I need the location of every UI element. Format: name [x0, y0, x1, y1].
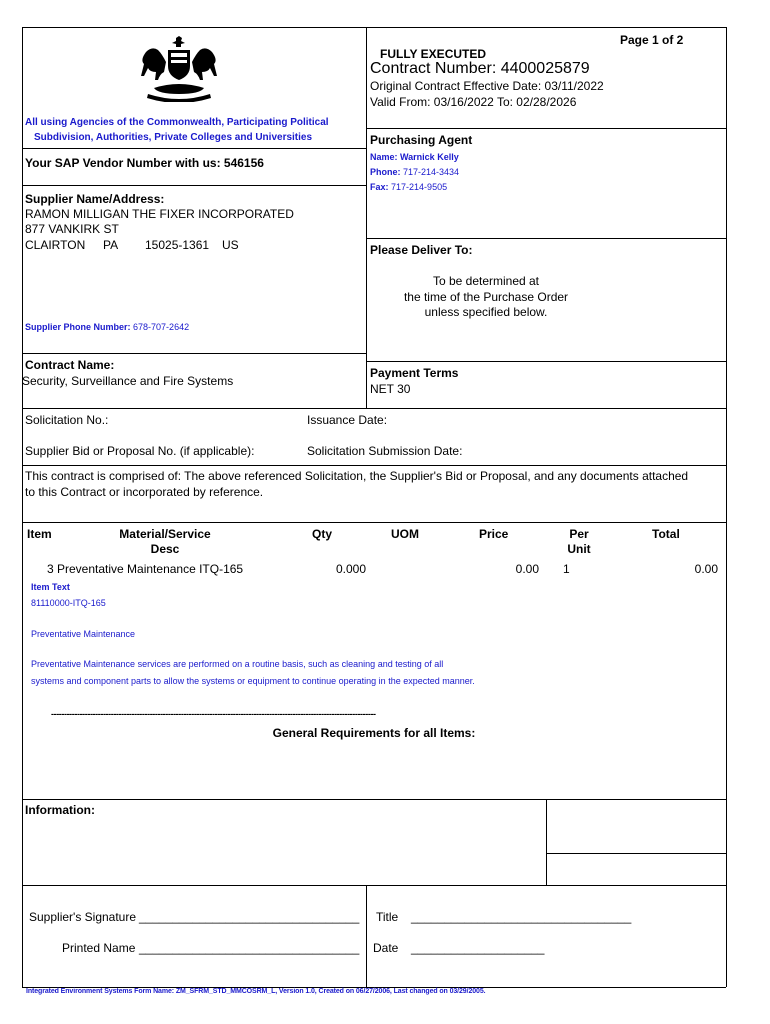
title-label: Title — [376, 910, 399, 924]
issuance-date: Issuance Date: — [307, 413, 388, 427]
item-name: Preventative Maintenance — [31, 629, 136, 639]
information-heading: Information: — [25, 803, 95, 817]
comprised-line-1: This contract is comprised of: The above referenced Solicitation, the Supplier's Bid or Proposal, and any documents attached — [25, 469, 689, 483]
rule-right-agent — [366, 238, 726, 239]
date-label: Date — [373, 941, 399, 955]
border-top — [22, 27, 726, 28]
contract-name-value: Security, Surveillance and Fire Systems — [22, 374, 234, 388]
dash-separator: ----------------------------------------------------------------------------------------------------------------------------- — [51, 709, 376, 719]
col-header-uom: UOM — [391, 527, 419, 541]
deliver-heading: Please Deliver To: — [370, 243, 473, 257]
info-divider — [546, 799, 547, 885]
printed-name-label: Printed Name — [62, 941, 136, 955]
supplier-phone-value: 678-707-2642 — [133, 322, 190, 332]
supplier-signature-line[interactable]: _________________________________ — [139, 910, 360, 924]
form-footer: Integrated Environment Systems Form Name: ZM_SFRM_STD_MMCOSRM_L, Version 1.0, Created on 06/27/2006, Last changed on 03/29/2005. — [26, 988, 486, 995]
solicitation-no: Solicitation No.: — [25, 413, 109, 427]
item-code: 81110000-ITQ-165 — [31, 598, 106, 608]
agent-phone-value: 717-214-3434 — [403, 167, 460, 177]
border-right — [726, 27, 727, 987]
general-requirements: General Requirements for all Items: — [272, 726, 476, 740]
original-effective-date: Original Contract Effective Date: 03/11/2022 — [370, 79, 604, 93]
col-header-total: Total — [652, 527, 680, 541]
row-item-desc: 3 Preventative Maintenance ITQ-165 — [47, 562, 244, 576]
rule-left-contract — [22, 353, 366, 354]
agent-phone — [370, 167, 459, 177]
rule-solicitation — [22, 408, 726, 409]
rule-signature-top — [22, 885, 726, 886]
supplier-zip: 15025-1361 — [145, 238, 210, 252]
rule-info-mid — [546, 853, 726, 854]
item-text-label: Item Text — [31, 582, 70, 592]
payment-terms-value: NET 30 — [370, 382, 411, 396]
row-qty: 0.000 — [336, 562, 367, 576]
valid-dates: Valid From: 03/16/2022 To: 02/28/2026 — [370, 95, 577, 109]
submission-date: Solicitation Submission Date: — [307, 444, 463, 458]
deliver-line-2: the time of the Purchase Order — [403, 290, 569, 304]
printed-name-line[interactable]: _________________________________ — [139, 941, 360, 955]
col-header-material-1: Material/Service — [119, 527, 211, 541]
rule-info-top — [22, 799, 726, 800]
comprised-line-2: to this Contract or incorporated by reference. — [25, 485, 264, 499]
contract-number: Contract Number: 4400025879 — [370, 60, 590, 77]
supplier-heading: Supplier Name/Address: — [25, 192, 165, 206]
payment-terms-heading: Payment Terms — [370, 366, 459, 380]
rule-right-header — [366, 128, 726, 129]
title-line[interactable]: _________________________________ — [411, 910, 632, 924]
deliver-line-1: To be determined at — [432, 274, 540, 288]
agent-fax-value: 717-214-9505 — [391, 182, 448, 192]
rule-right-payment — [366, 361, 726, 362]
supplier-street: 877 VANKIRK ST — [25, 222, 119, 236]
col-header-qty: Qty — [312, 527, 333, 541]
agent-fax — [370, 182, 447, 192]
agencies-line-1: All using Agencies of the Commonwealth, Participating Political — [25, 117, 329, 128]
contract-name-heading: Contract Name: — [25, 358, 115, 372]
signature-divider — [366, 885, 367, 987]
border-left — [22, 27, 23, 987]
rule-table-top — [22, 522, 726, 523]
agencies-line-2: Subdivision, Authorities, Private Colleges and Universities — [34, 132, 313, 143]
col-header-material-2: Desc — [150, 542, 180, 556]
supplier-phone-label: Supplier Phone Number: — [25, 322, 131, 332]
bid-proposal-no: Supplier Bid or Proposal No. (if applicable): — [25, 444, 255, 458]
purchasing-agent-heading: Purchasing Agent — [370, 133, 473, 147]
supplier-state: PA — [103, 238, 119, 252]
supplier-phone — [25, 322, 189, 332]
supplier-country: US — [222, 238, 239, 252]
vendor-number: Your SAP Vendor Number with us: 546156 — [25, 156, 264, 170]
col-header-per-2: Unit — [567, 542, 591, 556]
rule-left-supplier — [22, 185, 366, 186]
col-header-item: Item — [27, 527, 52, 541]
supplier-city: CLAIRTON — [25, 238, 86, 252]
rule-left-vendor — [22, 148, 366, 149]
header-divider — [366, 27, 367, 408]
agent-phone-label: Phone: — [370, 167, 401, 177]
agent-name: Name: Warnick Kelly — [370, 152, 459, 162]
col-header-per-1: Per — [569, 527, 589, 541]
row-total: 0.00 — [694, 562, 718, 576]
item-desc-line-1: Preventative Maintenance services are performed on a routine basis, such as cleaning and testing of all — [31, 659, 444, 669]
row-per-unit: 1 — [563, 562, 570, 576]
rule-comprised — [22, 465, 726, 466]
supplier-signature-label: Supplier's Signature — [29, 910, 137, 924]
agent-fax-label: Fax: — [370, 182, 389, 192]
date-line[interactable]: ____________________ — [411, 941, 545, 955]
contract-status: FULLY EXECUTED — [380, 47, 487, 61]
col-header-price: Price — [479, 527, 509, 541]
row-price: 0.00 — [515, 562, 539, 576]
seal-icon — [138, 36, 220, 102]
deliver-line-3: unless specified below. — [424, 305, 548, 319]
item-desc-line-2: systems and component parts to allow the systems or equipment to continue operating in the expected manner. — [31, 676, 475, 686]
page-number: Page 1 of 2 — [620, 33, 684, 47]
supplier-name: RAMON MILLIGAN THE FIXER INCORPORATED — [25, 207, 294, 221]
